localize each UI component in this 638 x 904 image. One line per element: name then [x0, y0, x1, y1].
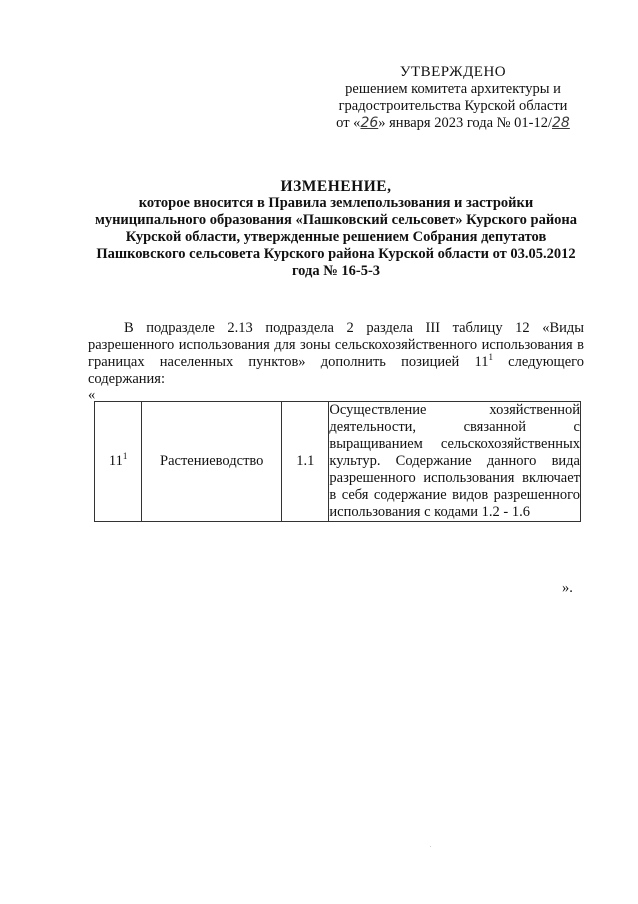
paragraph-text-end: следующего содержания:: [88, 354, 584, 387]
code-superscript: 1: [122, 451, 128, 462]
handwritten-number: 28: [552, 115, 570, 131]
cell-description: Осуществление хозяйственной деятельности, связанной с выращиванием сельскохозяйственных культур. Содержание данного вида разрешенного использования включает в себя содержание видов разрешенного использования с кодами 1.2 - 1.6: [329, 402, 580, 520]
cell-code: [95, 402, 142, 522]
approval-date-mid: » января 2023 года № 01-12/: [378, 115, 553, 131]
approval-date-prefix: от «: [336, 115, 361, 131]
approval-stamp: [318, 64, 588, 132]
approval-date-line: [318, 115, 588, 132]
usage-table: [94, 401, 581, 522]
paragraph-text: В подразделе 2.13 подраздела 2 раздела III таблицу 12 «Виды разрешенного использования для зоны сельскохозяйственного использования в границах населенных пунктов» дополнить позицией 11: [88, 320, 584, 370]
handwritten-day: 26: [360, 115, 379, 131]
body-paragraph: [88, 320, 584, 388]
approval-line-2: градостроительства Курской области: [338, 98, 568, 114]
paragraph-superscript: 1: [488, 352, 493, 363]
scan-speck: [430, 846, 431, 847]
cell-number: 1.1: [282, 402, 329, 522]
document-title: [88, 178, 584, 280]
table-row: [95, 402, 581, 522]
closing-quote: ».: [562, 580, 573, 596]
opening-quote: «: [88, 387, 96, 403]
approval-line-1: решением комитета архитектуры и: [345, 81, 561, 97]
code-value: 11: [108, 453, 123, 469]
title-subtitle: которое вносится в Правила землепользования и застройки муниципального образования «Пашковский сельсовет» Курского района Курской области, утвержденные решением Собрания депутатов Пашковского сельсовета Курского района Курской области от 03.05.2012 года № 16-5-3: [94, 195, 578, 279]
approval-label: УТВЕРЖДЕНО: [399, 64, 507, 80]
title-main: ИЗМЕНЕНИЕ,: [280, 178, 392, 195]
cell-name: Растениеводство: [142, 402, 282, 522]
